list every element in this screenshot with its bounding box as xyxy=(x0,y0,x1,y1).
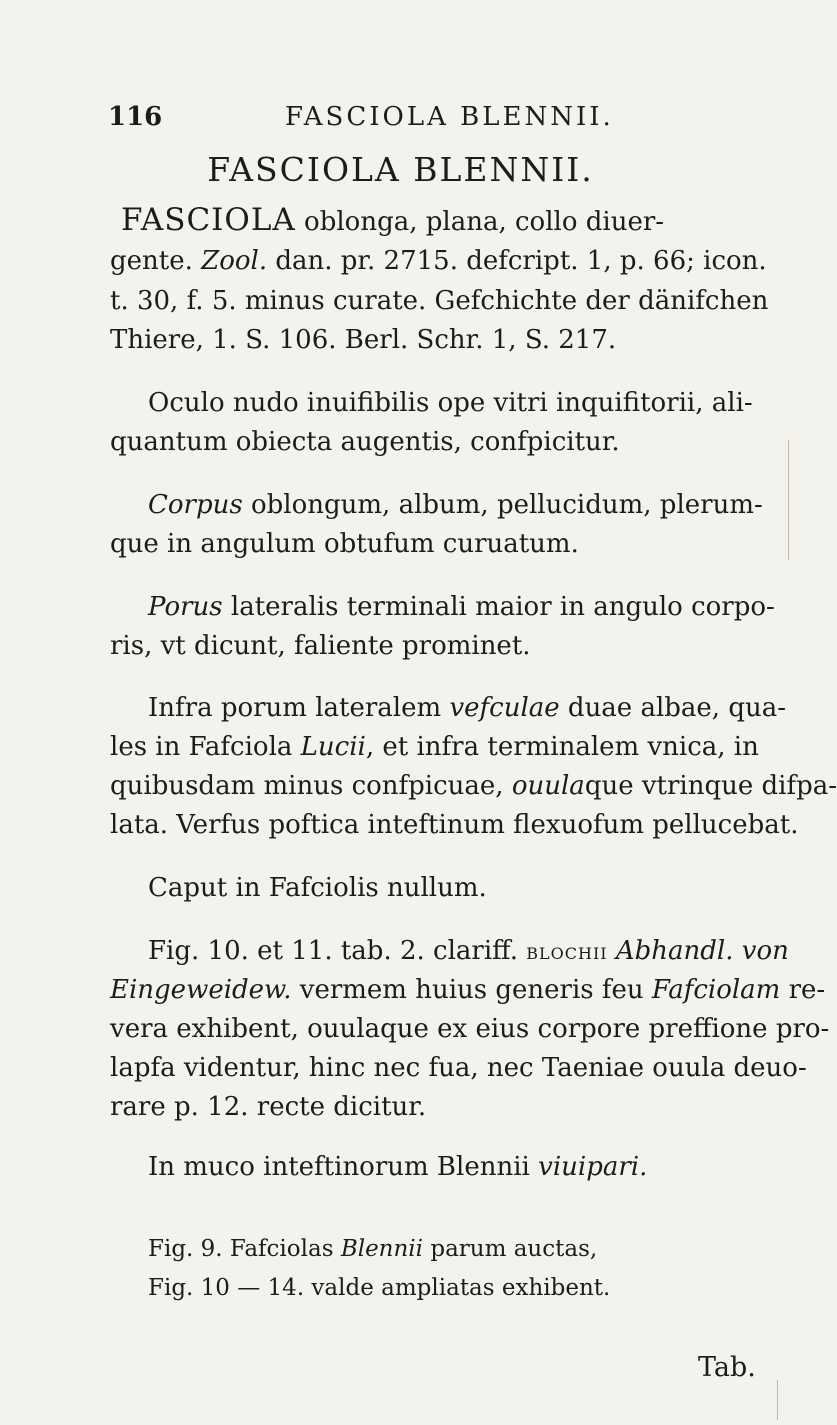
text-line: FASCIOLA oblonga, plana, collo diuer- xyxy=(121,202,665,238)
text-line: Thiere, 1. S. 106. Berl. Schr. 1, S. 217. xyxy=(110,325,617,355)
text-line: quibusdam minus confpicuae, ouulaque vtrinque difpa- xyxy=(110,771,837,801)
page-edge-mark xyxy=(777,1380,778,1420)
figure-note: Fig. 9. Fafciolas Blennii parum auctas, xyxy=(148,1236,598,1262)
text-line: Fig. 10. et 11. tab. 2. clariff. blochii Abhandl. von xyxy=(148,936,789,966)
text-line: ris, vt dicunt, faliente prominet. xyxy=(110,631,531,661)
text-line: que in angulum obtufum curuatum. xyxy=(110,529,579,559)
catchword: Tab. xyxy=(698,1352,756,1383)
text-line: Eingeweidew. vermem huius generis feu Fafciolam re- xyxy=(110,975,826,1005)
text-line: In muco inteftinorum Blennii viuipari. xyxy=(148,1152,648,1182)
text-line: vera exhibent, ouulaque ex eius corpore preffione pro- xyxy=(110,1014,830,1044)
text-line: t. 30, f. 5. minus curate. Gefchichte der dänifchen xyxy=(110,286,769,316)
text-line: les in Fafciola Lucii, et infra terminalem vnica, in xyxy=(110,732,759,762)
running-title: FASCIOLA BLENNII. xyxy=(285,102,614,132)
text-line: Caput in Fafciolis nullum. xyxy=(148,873,487,903)
page-edge-mark xyxy=(788,440,789,560)
section-heading: FASCIOLA BLENNII. xyxy=(207,150,594,189)
text-line: lata. Verfus poftica inteftinum flexuofum pellucebat. xyxy=(110,810,799,840)
text-line: Infra porum lateralem vefculae duae albae, qua- xyxy=(148,693,787,723)
text-line: rare p. 12. recte dicitur. xyxy=(110,1092,427,1122)
page-number: 116 xyxy=(108,102,163,132)
text-line: Corpus oblongum, album, pellucidum, plerum- xyxy=(148,490,763,520)
text-line: gente. Zool. dan. pr. 2715. defcript. 1, p. 66; icon. xyxy=(110,246,767,276)
figure-note: Fig. 10 — 14. valde ampliatas exhibent. xyxy=(148,1275,611,1301)
text-line: Porus lateralis terminali maior in angulo corpo- xyxy=(148,592,775,622)
text-line: Oculo nudo inuifibilis ope vitri inquifitorii, ali- xyxy=(148,388,753,418)
text-line: quantum obiecta augentis, confpicitur. xyxy=(110,427,620,457)
text-line: lapfa videntur, hinc nec fua, nec Taeniae ouula deuo- xyxy=(110,1053,807,1083)
running-head xyxy=(0,100,801,140)
